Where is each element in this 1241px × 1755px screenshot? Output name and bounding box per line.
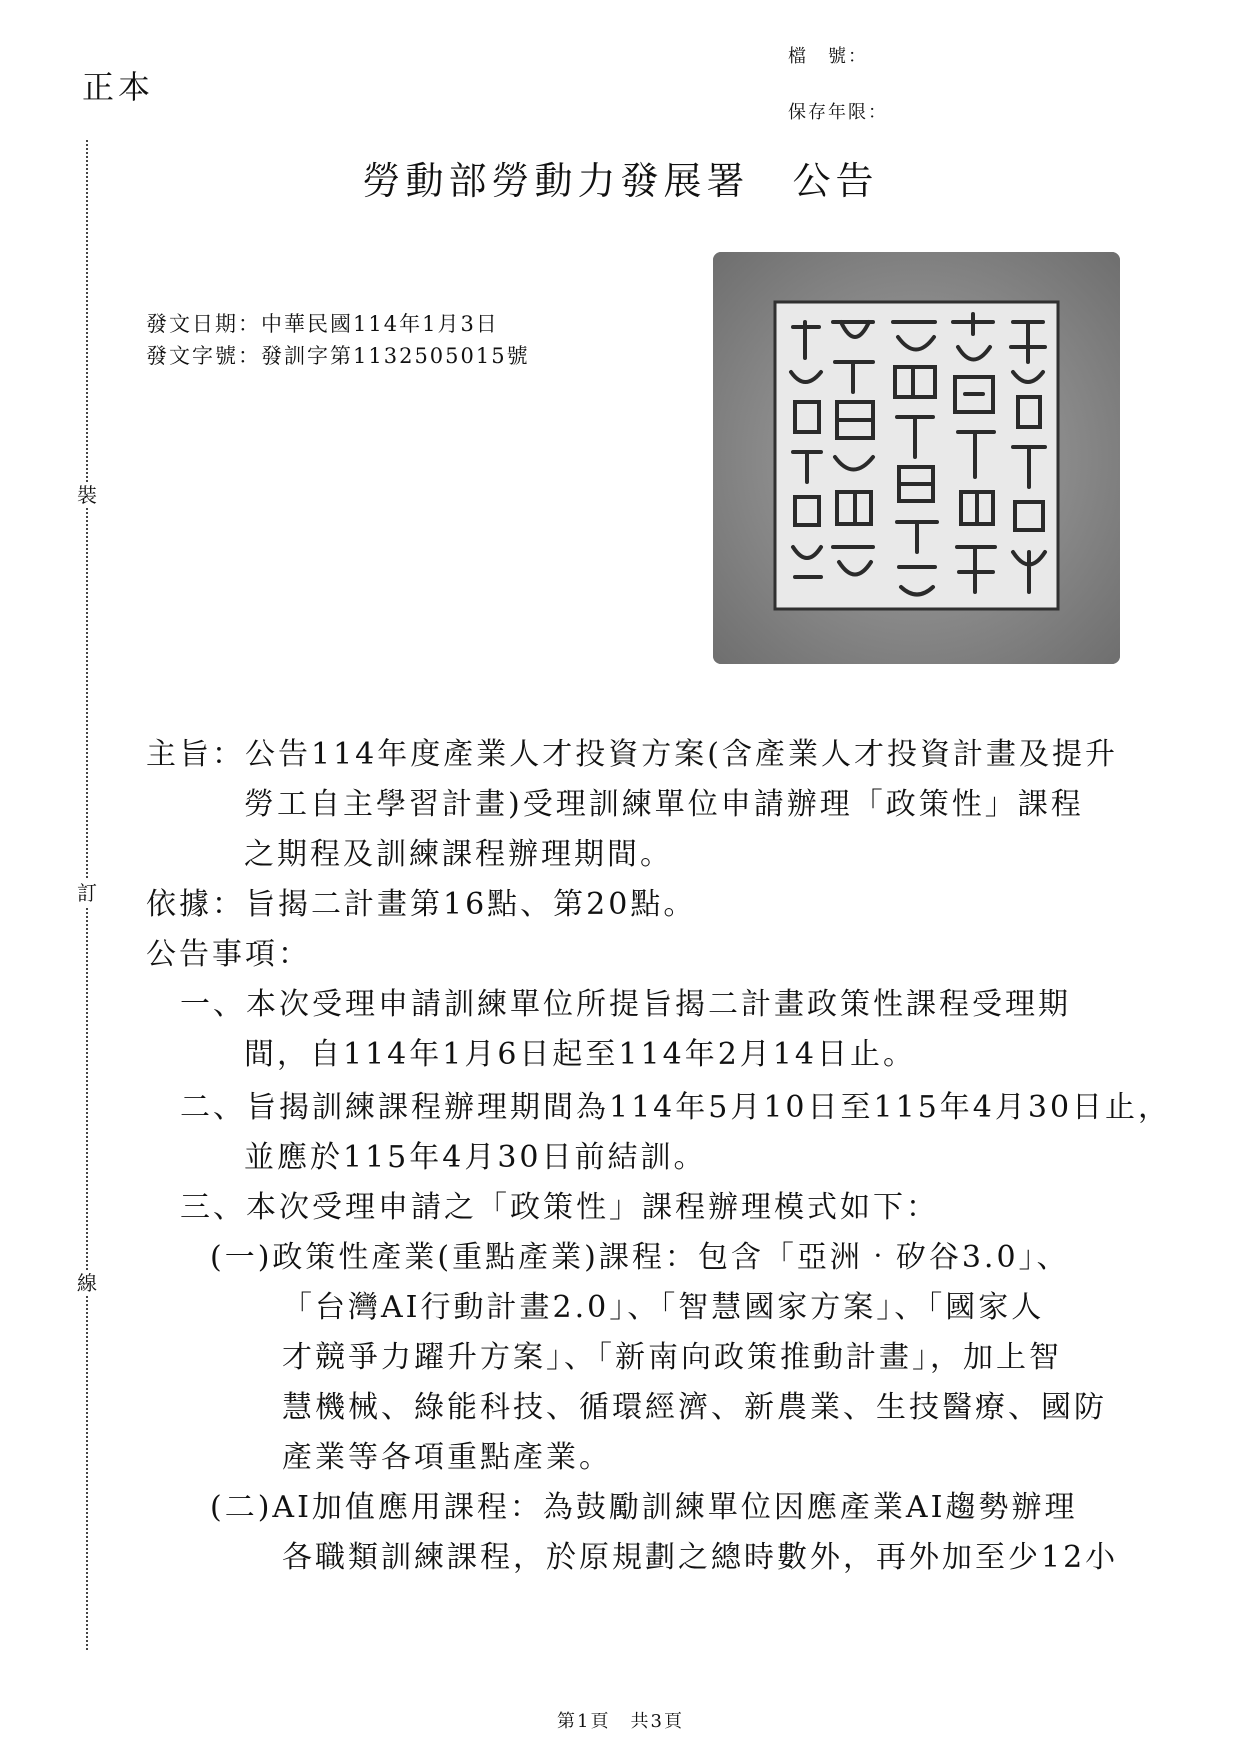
binding-mark-zhuang: 裝 [74,482,100,508]
notice-heading: 公告事項： [146,937,311,972]
subitem-1 [210,1233,1160,1483]
subitem-1-line-5: 產業等各項重點產業。 [282,1440,612,1475]
binding-mark-xian: 線 [74,1270,100,1296]
basis-line: 依據：旨揭二計畫第16點、第20點。 [146,887,697,922]
notice-item-2-line-2: 並應於115年4月30日前結訓。 [244,1140,707,1175]
notice-item-1-line-1: 一、本次受理申請訓練單位所提旨揭二計畫政策性課程受理期 [180,987,1071,1022]
subitem-2-line-1: (二)AI加值應用課程：為鼓勵訓練單位因應產業AI趨勢辦理 [210,1490,1078,1525]
notice-item-2-line-1: 二、旨揭訓練課程辦理期間為114年5月10日至115年4月30日止， [180,1090,1172,1125]
subitem-1-line-4: 慧機械、綠能科技、循環經濟、新農業、生技醫療、國防 [282,1390,1107,1425]
binding-mark-ding: 訂 [74,880,100,906]
page-number: 第1頁 共3頁 [557,1711,684,1732]
issue-number: 發文字號：發訓字第1132505015號 [146,344,530,368]
official-seal-icon [713,252,1120,664]
notice-item-2 [180,1083,1172,1183]
subject-section [146,730,1156,880]
subitem-1-line-3: 才競爭力躍升方案」、「新南向政策推動計畫」，加上智 [282,1340,1062,1375]
original-copy-mark: 正本 [82,68,155,106]
issue-date: 發文日期：中華民國114年1月3日 [146,312,499,336]
notice-item-1 [180,980,1160,1080]
subitem-1-line-2: 「台灣AI行動計畫2.0」、「智慧國家方案」、「國家人 [282,1290,1045,1325]
seal-graphic [713,252,1120,664]
document-title: 勞動部勞動力發展署 公告 [362,159,879,203]
subitem-2-line-2: 各職類訓練課程，於原規劃之總時數外，再外加至少12小 [282,1540,1119,1575]
subject-line-3: 之期程及訓練課程辦理期間。 [244,837,673,872]
subitem-2 [210,1483,1160,1583]
retention-period-label: 保存年限： [788,102,888,123]
file-number-label: 檔 號： [788,46,868,67]
subitem-1-line-1: (一)政策性產業(重點產業)課程：包含「亞洲‧矽谷3.0」、 [210,1240,1070,1275]
notice-item-3 [180,1183,1160,1233]
issue-info [146,308,530,372]
notice-item-3-line-1: 三、本次受理申請之「政策性」課程辦理模式如下： [180,1190,939,1225]
subject-line-2: 勞工自主學習計畫)受理訓練單位申請辦理「政策性」課程 [244,787,1084,822]
subject-line-1: 主旨：公告114年度產業人才投資方案(含產業人才投資計畫及提升 [146,737,1118,772]
notice-item-1-line-2: 間，自114年1月6日起至114年2月14日止。 [244,1037,916,1072]
